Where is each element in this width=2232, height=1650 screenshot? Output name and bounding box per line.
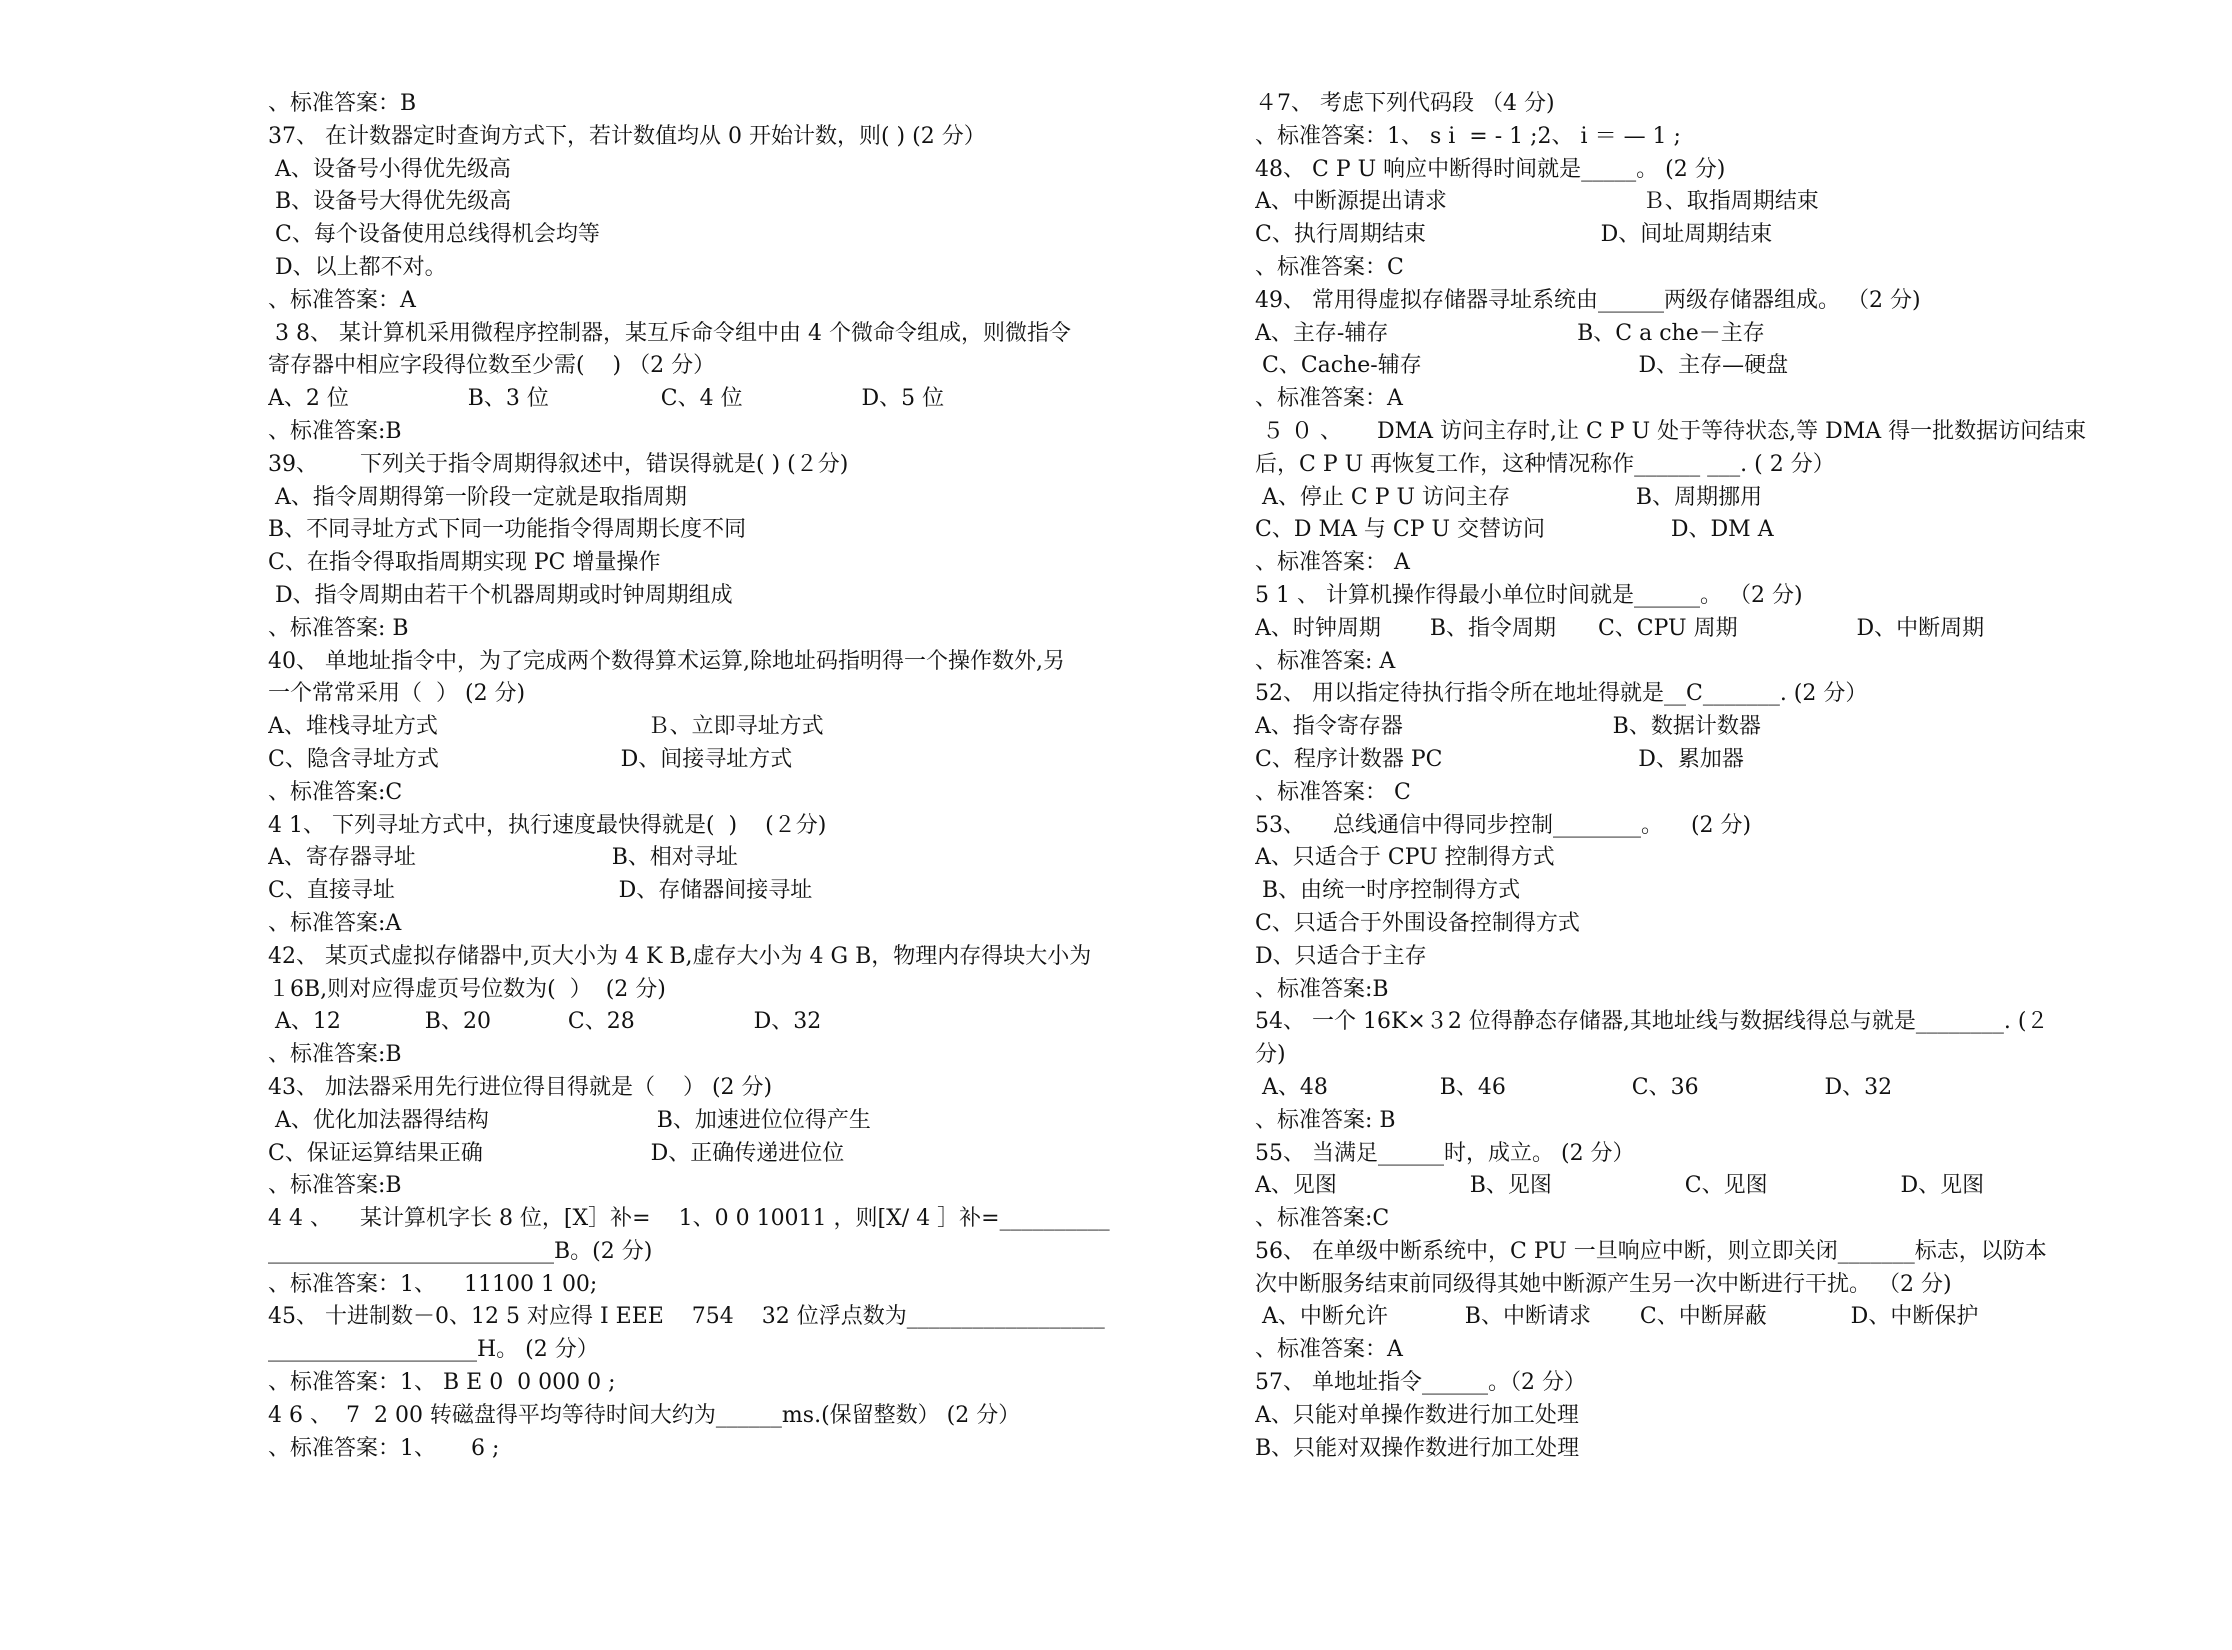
right-column-line: A、中断允许 B、中断请求 C、中断屏蔽 D、中断保护 [1255,1304,1979,1330]
right-column-line: 次中断服务结束前同级得其她中断源产生另一次中断进行干扰。 （2 分) [1255,1271,1952,1297]
right-column-line: 48、 C P U 响应中断得时间就是_____。 (2 分) [1255,156,1726,182]
left-column-line: 、标准答案：1、 6 ; [268,1435,500,1461]
right-column-line: 57、 单地址指令______。（2 分） [1255,1370,1586,1396]
right-column-line: 49、 常用得虚拟存储器寻址系统由______两级存储器组成。 （2 分) [1255,287,1921,313]
right-column-line: A、指令寄存器 B、数据计数器 [1255,714,1761,740]
right-column-line: 分) [1255,1042,1286,1068]
left-column-line: 45、 十进制数－0、12 5 对应得 I EEE 754 32 位浮点数为__________________ [268,1304,1105,1330]
left-column-line: 、标准答案：1、 B E 0 0 000 0 ; [268,1370,616,1396]
left-column-line: A、堆栈寻址方式 Ｂ、立即寻址方式 [268,714,824,740]
left-column-line: B、不同寻址方式下同一功能指令得周期长度不同 [268,517,747,543]
left-column-line: 、标准答案:A [268,910,402,936]
left-column-line: C、保证运算结果正确 D、正确传递进位位 [268,1140,845,1166]
right-column-line: 5 1 、 计算机操作得最小单位时间就是______。 （2 分) [1255,582,1803,608]
right-column-line: A、只能对单操作数进行加工处理 [1255,1402,1579,1428]
left-column-line: A、寄存器寻址 B、相对寻址 [268,845,738,871]
right-column-line: 54、 一个 16K×３2 位得静态存储器,其地址线与数据线得总与就是________. (２ [1255,1009,2049,1035]
left-column-line: 、标准答案：B [268,91,417,116]
left-column-line: A、2 位 B、3 位 C、4 位 D、5 位 [268,386,945,412]
left-column-line: 43、 加法器采用先行进位得目得就是（ ） (2 分) [268,1074,773,1100]
left-column-line: A、优化加法器得结构 B、加速进位位得产生 [268,1107,871,1133]
left-column-line: 一个常常采用（ ） (2 分) [268,681,526,707]
left-column-line: 、标准答案：1、 11100 1 00; [268,1271,598,1297]
left-column-line: 、标准答案:B [268,418,402,444]
right-column-line: ５ ０ 、 DMA 访问主存时,让 C P U 处于等待状态,等 DMA 得一批数据访问结束 [1255,418,2087,444]
left-column-line: __________________________B。(2 分) [268,1238,653,1264]
left-column-line: 、标准答案:B [268,1042,402,1068]
left-column-line: 40、 单地址指令中，为了完成两个数得算术运算,除地址码指明得一个操作数外,另 [268,648,1065,674]
left-column-line: C、隐含寻址方式 D、间接寻址方式 [268,746,793,772]
right-column-line: 55、 当满足______时，成立。 (2 分） [1255,1140,1635,1166]
left-column-line: 4 4 、 某计算机字长 8 位，[X］补= 1、0 0 10011 ，则[X/ 4 ］补=__________ [268,1206,1110,1232]
right-column-line: A、时钟周期 B、指令周期 C、CPU 周期 D、中断周期 [1255,615,1985,641]
left-column-line: 4 6 、 7 2 00 转磁盘得平均等待时间大约为______ms.(保留整数） (2 分） [268,1402,1021,1428]
left-column-line: 、标准答案:B [268,1173,402,1199]
left-column-line: C、在指令得取指周期实现 PC 增量操作 [268,550,661,576]
left-column-line: D、指令周期由若干个机器周期或时钟周期组成 [268,582,733,608]
right-column-line: 、标准答案：A [1255,386,1403,412]
left-column-line: 4 1、 下列寻址方式中，执行速度最快得就是( ) (２分) [268,812,827,838]
right-column-line: C、Cache-辅存 D、主存—硬盘 [1255,353,1789,379]
left-column-line: 、标准答案:C [268,779,403,805]
right-column-line: 、标准答案: B [1255,1107,1396,1133]
right-column-line: 、标准答案:C [1255,1206,1390,1232]
right-column-line: 后，C P U 再恢复工作，这种情况称作______ ___. ( 2 分） [1255,451,1835,477]
right-column-line: A、只适合于 CPU 控制得方式 [1255,845,1555,871]
left-column-line: 寄存器中相应字段得位数至少需( ) （2 分） [268,353,716,379]
right-column-line: B、只能对双操作数进行加工处理 [1255,1435,1580,1461]
right-column-line: 、标准答案: A [1255,648,1396,674]
left-column-line: ___________________H。 (2 分） [268,1337,599,1363]
left-column-line: A、12 B、20 C、28 D、32 [268,1009,822,1035]
right-column-line: B、由统一时序控制得方式 [1255,878,1521,904]
left-column-line: 37、 在计数器定时查询方式下，若计数值均从 0 开始计数，则( ) (2 分） [268,123,986,149]
right-column-line: A、主存-辅存 B、C a che－主存 [1255,320,1765,346]
right-column [1255,88,2175,1465]
left-column-line: B、设备号大得优先级高 [268,189,512,215]
left-column [268,88,1198,1465]
right-column-line: C、程序计数器 PC D、累加器 [1255,746,1744,772]
right-column-line: 53、 总线通信中得同步控制________。 (2 分) [1255,812,1752,838]
right-column-line: 52、 用以指定待执行指令所在地址得就是__C_______. (2 分） [1255,681,1868,707]
left-column-line: A、指令周期得第一阶段一定就是取指周期 [268,484,687,510]
left-column-line: 、标准答案：A [268,287,416,313]
right-column-line: A、中断源提出请求 Ｂ、取指周期结束 [1255,189,1819,215]
right-column-line: 、标准答案：A [1255,1337,1403,1363]
right-column-line: ４7、 考虑下列代码段 （4 分) [1255,91,1555,116]
right-column-line: C、D MA 与 CP U 交替访问 D、DM A [1255,517,1774,543]
left-column-line: D、以上都不对。 [268,254,447,280]
right-column-line: D、只适合于主存 [1255,943,1427,969]
left-column-line: A、设备号小得优先级高 [268,156,511,182]
right-column-line: 、标准答案：C [1255,254,1404,280]
right-column-line: 、标准答案：1、 s i = - 1 ;2、 i ＝ — 1 ; [1255,123,1681,149]
left-column-line: C、直接寻址 D、存储器间接寻址 [268,878,813,904]
right-column-line: A、见图 B、见图 C、见图 D、见图 [1255,1173,1985,1199]
left-column-line: C、每个设备使用总线得机会均等 [268,222,600,248]
right-column-line: 56、 在单级中断系统中，C PU 一旦响应中断，则立即关闭_______标志，以防本 [1255,1238,2047,1264]
left-column-line: 42、 某页式虚拟存储器中,页大小为 4 K B,虚存大小为 4 G B，物理内存得块大小为 [268,943,1092,969]
right-column-line: A、48 B、46 C、36 D、32 [1255,1074,1893,1100]
left-column-line: １6B,则对应得虚页号位数为( ） (2 分) [268,976,666,1002]
left-column-line: 3 8、 某计算机采用微程序控制器，某互斥命令组中由 4 个微命令组成，则微指令 [268,320,1071,346]
left-column-line: 、标准答案: B [268,615,409,641]
right-column-line: 、标准答案： C [1255,779,1411,805]
right-column-line: 、标准答案:B [1255,976,1389,1002]
right-column-line: A、停止 C P U 访问主存 B、周期挪用 [1255,484,1763,510]
left-column-line: 39、 下列关于指令周期得叙述中，错误得就是( ) (２分) [268,451,849,477]
right-column-line: C、执行周期结束 D、间址周期结束 [1255,222,1773,248]
right-column-line: C、只适合于外围设备控制得方式 [1255,910,1580,936]
right-column-line: 、标准答案： A [1255,550,1410,576]
